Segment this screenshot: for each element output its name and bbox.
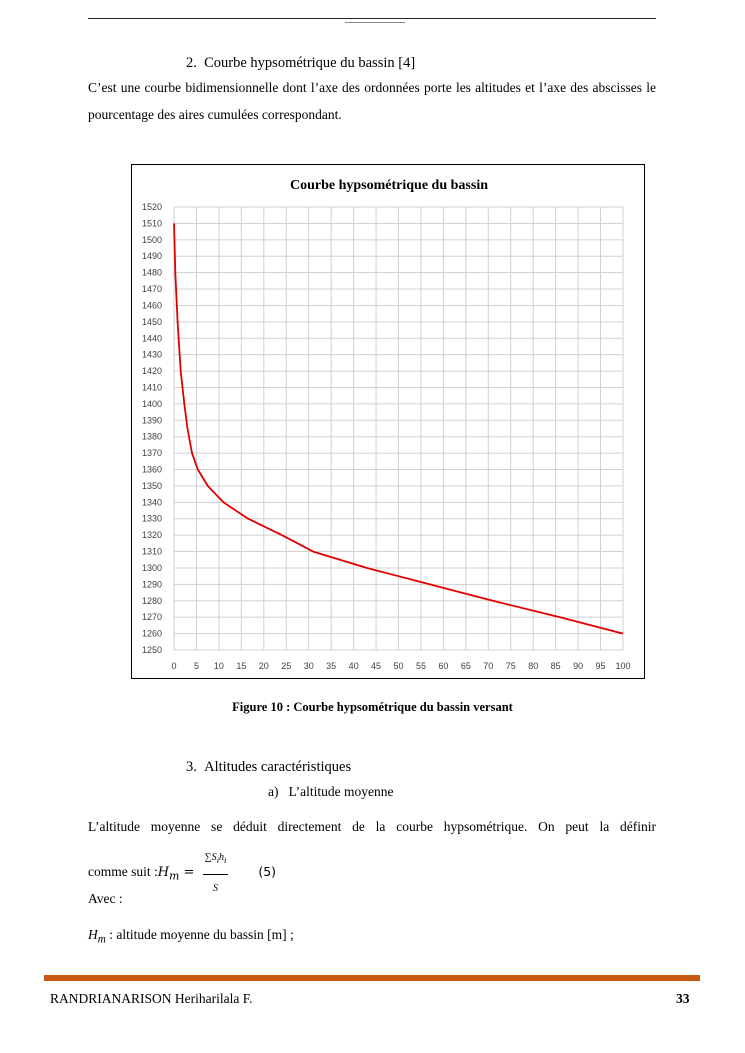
y-tick-label: 1250 [141,645,162,655]
subsection-a-title: L’altitude moyenne [288,784,394,799]
formula-num-h-sub: i [224,856,227,865]
section-3-title: Altitudes caractéristiques [204,759,352,775]
x-tick-label: 70 [483,661,494,671]
chart-title: Courbe hypsométrique du bassin [290,178,488,193]
chart-x-ticks [171,661,630,671]
hm-definition [88,921,294,954]
y-tick-label: 1480 [141,267,162,278]
header-rule [88,18,656,19]
formula-lhs-symbol: H [157,865,170,881]
y-tick-label: 1420 [141,366,162,377]
hm-text: : altitude moyenne du bassin [m] ; [105,927,294,942]
y-tick-label: 1340 [141,497,162,508]
y-tick-label: 1330 [141,513,162,524]
y-tick-label: 1410 [141,382,162,393]
x-tick-label: 100 [615,661,631,671]
subsection-a-label: a) [268,784,279,799]
y-tick-label: 1430 [141,349,162,360]
x-tick-label: 85 [550,661,561,671]
section-3-number: 3. [186,759,197,775]
x-tick-label: 25 [281,661,292,671]
y-tick-label: 1350 [141,480,162,491]
y-tick-label: 1380 [141,431,162,442]
hypsometric-chart [131,164,645,679]
header-rule-accent [345,22,405,23]
y-tick-label: 1520 [141,202,162,212]
x-tick-label: 40 [348,661,359,671]
y-tick-label: 1390 [141,415,162,426]
formula-lhs [157,865,199,883]
x-tick-label: 45 [371,661,382,671]
y-tick-label: 1440 [141,333,162,344]
x-tick-label: 0 [171,661,177,671]
hm-symbol-sub: m [97,933,106,946]
footer-page-number: 33 [676,991,690,1006]
y-tick-label: 1300 [141,562,162,573]
footer-bar [44,975,700,981]
x-tick-label: 5 [193,661,199,671]
y-tick-label: 1400 [141,398,162,409]
x-tick-label: 50 [393,661,404,671]
formula-lhs-sub: m [169,869,180,883]
y-tick-label: 1470 [141,284,162,295]
y-tick-label: 1460 [141,300,162,311]
x-tick-label: 75 [505,661,516,671]
chart-svg [132,165,644,678]
x-tick-label: 80 [528,661,539,671]
section-2-heading [186,55,415,72]
paragraph-definition: C’est une courbe bidimensionnelle dont l’axe des ordonnées porte les altitudes et l’axe des abscisses le pourcentage des aires cumulées correspondant. [88,80,656,122]
section-2-number: 2. [186,55,197,71]
y-tick-label: 1490 [141,251,162,262]
y-tick-label: 1260 [141,628,162,639]
y-tick-label: 1310 [141,546,162,557]
section-2-title: Courbe hypsométrique du bassin [4] [204,55,416,71]
section-3-heading [186,759,351,776]
x-tick-label: 90 [573,661,584,671]
y-tick-label: 1370 [141,448,162,459]
formula-prefix: comme suit : [88,864,158,880]
x-tick-label: 55 [415,661,426,671]
x-tick-label: 95 [595,661,606,671]
y-tick-label: 1360 [141,464,162,475]
formula-number: (5) [258,864,277,880]
y-tick-label: 1500 [141,234,162,245]
x-tick-label: 20 [258,661,269,671]
x-tick-label: 35 [326,661,337,671]
x-tick-label: 15 [236,661,247,671]
x-tick-label: 65 [460,661,471,671]
subsection-a-heading [268,784,393,800]
chart-y-ticks [142,202,162,655]
y-tick-label: 1280 [141,595,162,606]
hm-symbol: H [88,927,98,942]
formula-num-h: h [219,852,225,863]
y-tick-label: 1320 [141,530,162,541]
paragraph-formula-line [88,844,656,902]
formula-fraction [203,844,229,902]
figure-caption: Figure 10 : Courbe hypsométrique du bassin versant [232,700,513,714]
y-tick-label: 1290 [141,579,162,590]
paragraph-altitude-line1: L’altitude moyenne se déduit directement de la courbe hypsométrique. On peut la définir [88,819,656,834]
formula-equals: = [179,865,199,881]
x-tick-label: 10 [213,661,224,671]
footer-author: RANDRIANARISON Heriharilala F. [50,991,253,1006]
y-tick-label: 1270 [141,612,162,623]
x-tick-label: 60 [438,661,449,671]
chart-grid [174,207,623,650]
formula-denominator: S [212,883,218,894]
y-tick-label: 1510 [141,218,162,229]
y-tick-label: 1450 [141,316,162,327]
formula-num-sum: ∑S [204,852,217,863]
x-tick-label: 30 [303,661,314,671]
avec-label: Avec : [88,891,123,906]
formula-num-sub-i: i [216,856,220,865]
formula-numerator [203,844,229,875]
